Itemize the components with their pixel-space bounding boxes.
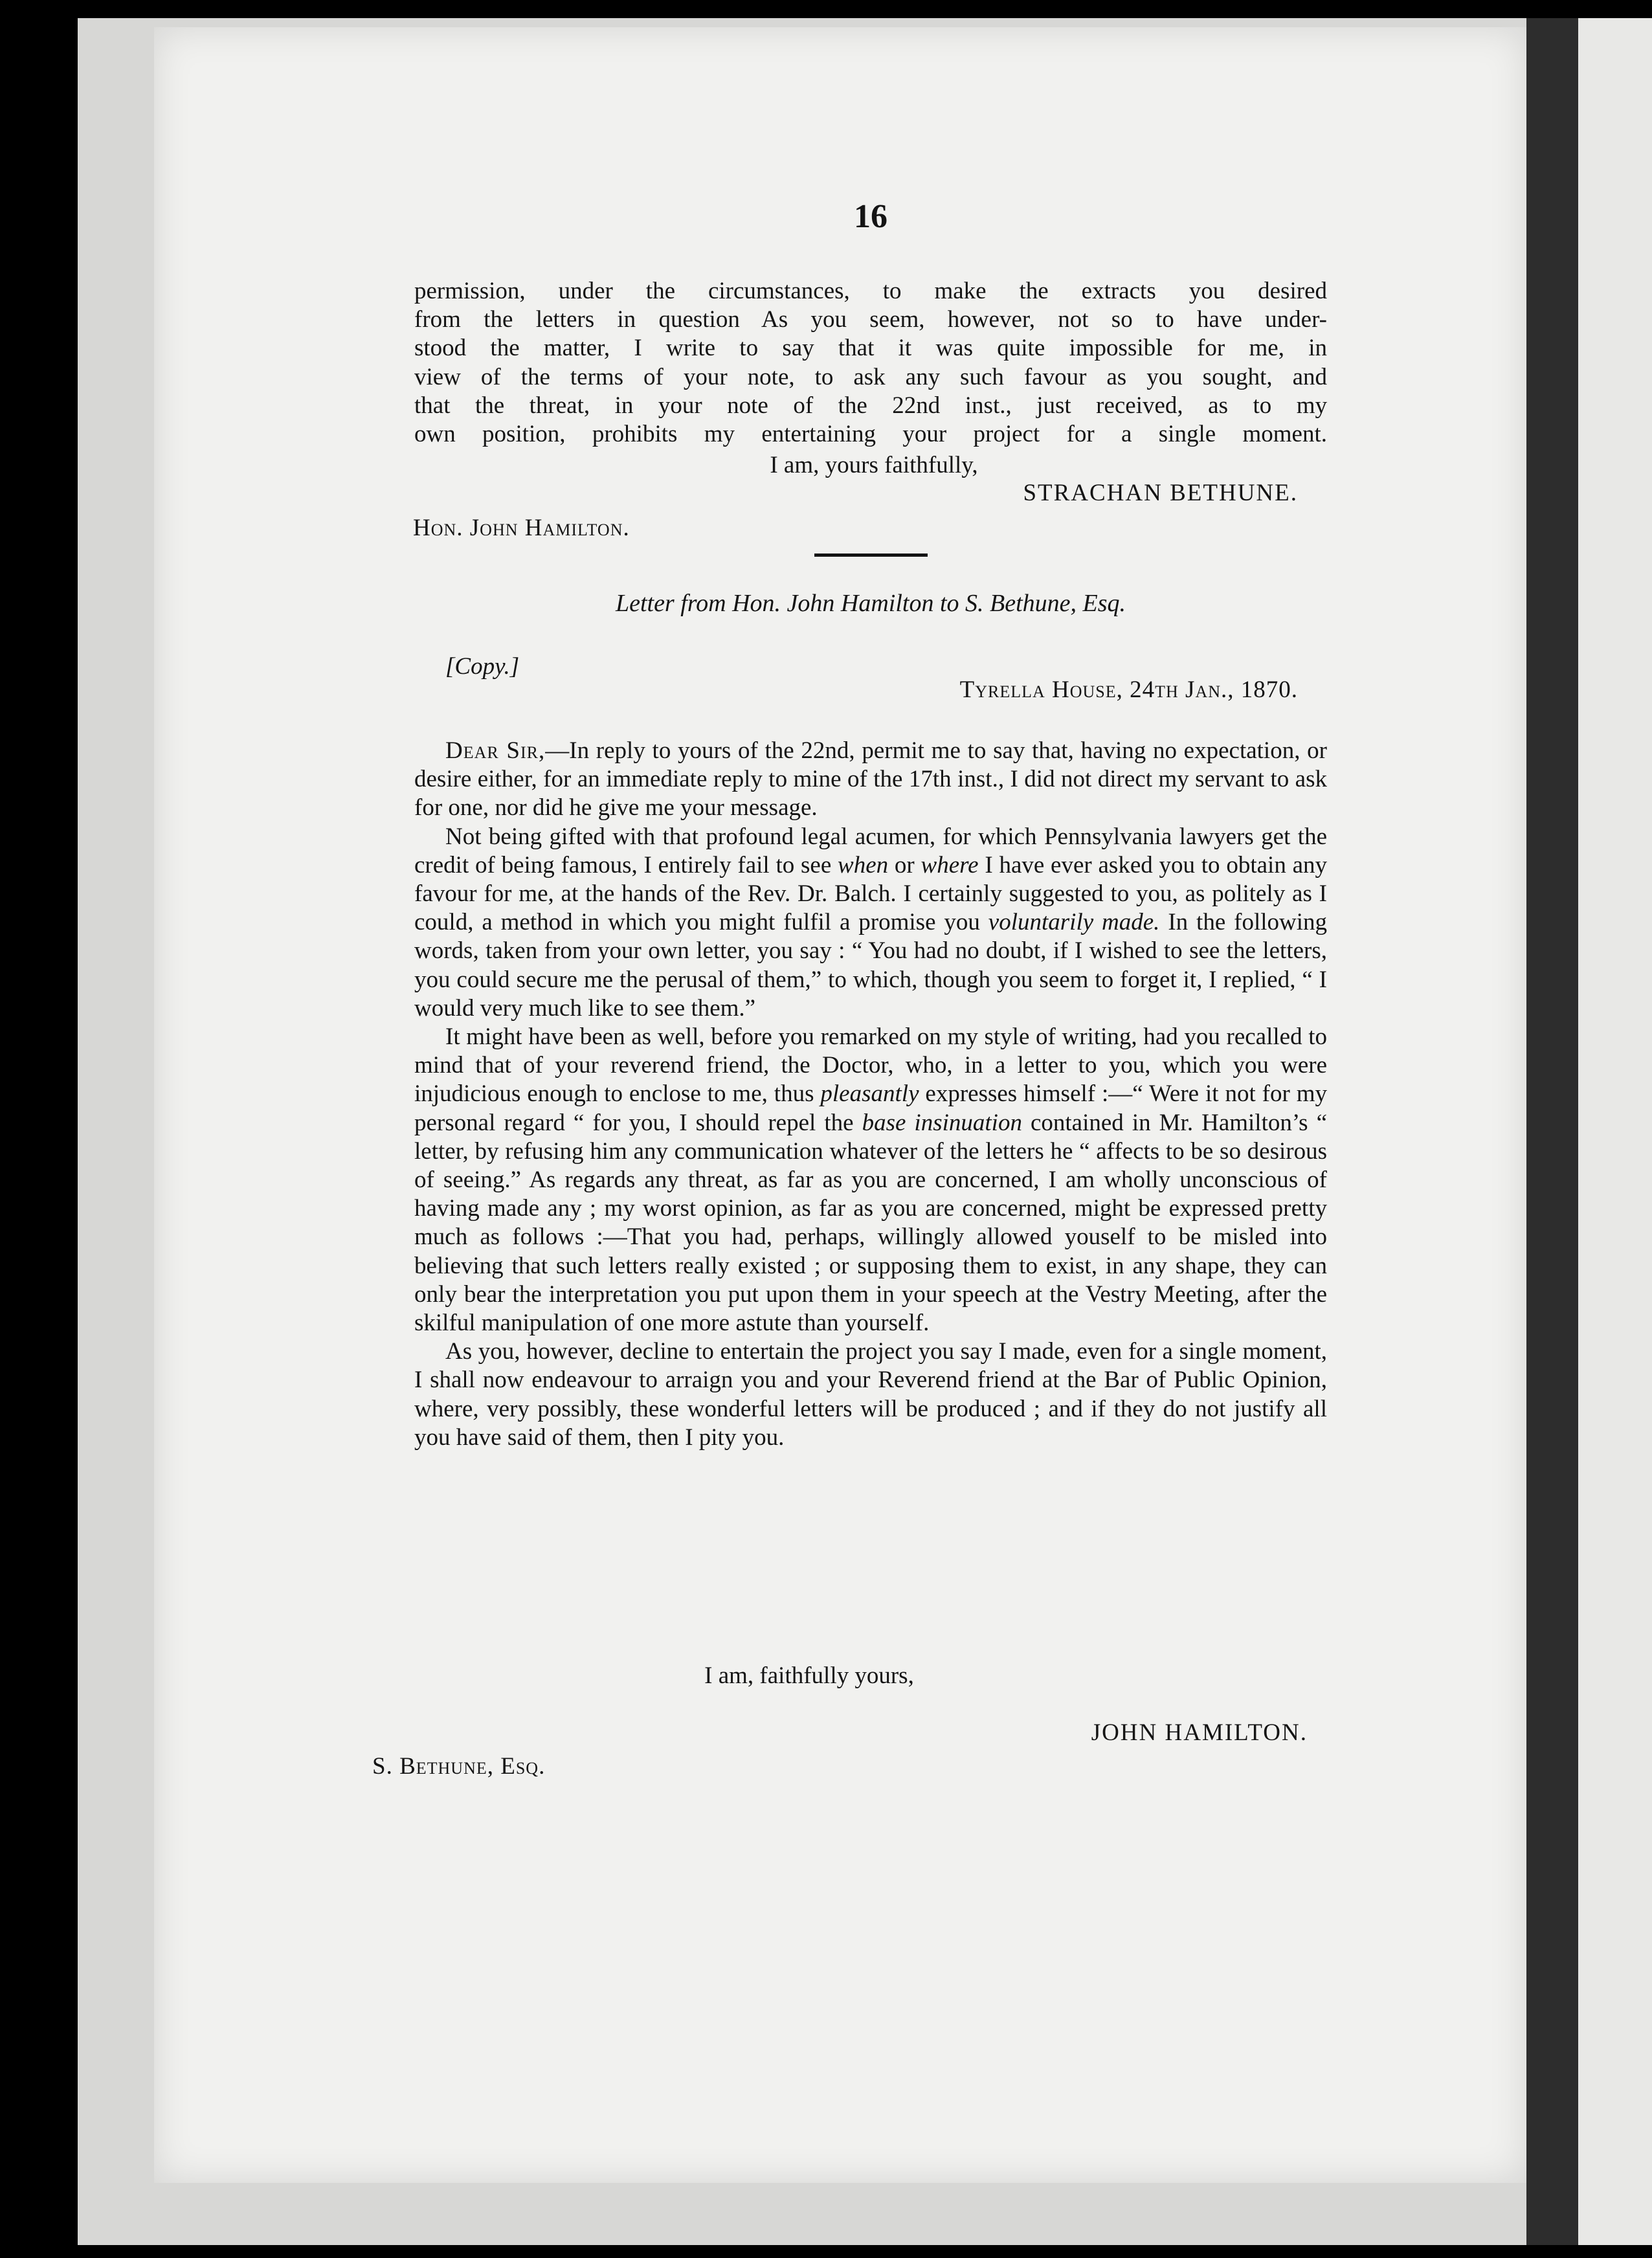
paragraph-2 (414, 823, 1327, 1023)
paragraph-3-text-a: It might have been as well, before you remarked on my style of writing, had you recalled to mind that of your reverend friend, the Doctor, who, in a letter to you, which you were injudicious enough to enclose to me, thus (414, 1023, 1327, 1108)
paragraph-2-text-c: I have ever asked you to obtain any favour for me, at the hands of the Rev. Dr. Balch. I certainly suggested to you, as politely as I could, a method in which you might fulfil a promise you (414, 851, 1328, 936)
salutation: Dear Sir, (445, 737, 546, 764)
copy-mark (445, 653, 519, 680)
page-number: 16 (854, 198, 887, 235)
first-letter-line: permission, under the circumstances, to make the extracts you desired (414, 278, 1327, 304)
emphasis-pleasantly: pleasantly (820, 1080, 919, 1108)
first-letter-line: view of the terms of your note, to ask any such favour as you sought, and (414, 363, 1327, 390)
letter-heading (414, 589, 1327, 618)
paragraph-4 (414, 1337, 1327, 1452)
paragraph-1-text: —In reply to yours of the 22nd, permit me to say that, having no expectation, or desire either, for an immediate reply to mine of the 17th inst., I did not direct my servant to ask for one, nor did he give me your message. (414, 737, 1327, 822)
second-letter-closing: I am, faithfully yours, (704, 1662, 914, 1689)
paragraph-2-text-b: or (888, 851, 921, 878)
second-letter-body (414, 737, 1327, 1452)
paragraph-3-text-c: contained in Mr. Hamilton’s “ letter, by refusing him any communication whatever of the letters he “ affects to be so desirous of seeing.” As regards any threat, as far as you are concerned, I am wholly unconscious of having made any ; my worst opinion, as far as you are concerned, might be expressed pretty much as follows :—That you had, perhaps, willingly allowed youself to be misled into believing that such letters really existed ; or supposing them to exist, in any shape, they can only bear the interpretation you put upon them in your speech at the Vestry Meeting, after the skilful manipulation of one more astute than yourself. (414, 1109, 1328, 1337)
first-letter-addressee: Hon. John Hamilton. (413, 515, 630, 541)
emphasis-voluntarily-made: voluntarily made. (988, 909, 1160, 936)
paragraph-1 (414, 737, 1327, 823)
section-divider (814, 553, 928, 557)
dateline: Tyrella House, 24th Jan., 1870. (959, 676, 1298, 703)
first-letter-line: from the letters in question As you seem, however, not so to have under- (414, 306, 1327, 333)
letter-heading-text: Letter from Hon. John Hamilton to S. Bethune, Esq. (615, 590, 1126, 617)
paragraph-4-text: As you, however, decline to entertain the project you say I made, even for a single moment, I shall now endeavour to arraign you and your Reverend friend at the Bar of Public Opinion, where, very possibly, these wonderful letters will be produced ; and if they do not justify all you have said of them, then I pity you. (414, 1338, 1327, 1451)
paragraph-2-text-a: Not being gifted with that profound legal acumen, for which Pennsylvania lawyers get the credit of being famous, I entirely fail to see (414, 823, 1327, 878)
adjacent-page-edge (1578, 18, 1652, 2245)
paragraph-3 (414, 1023, 1327, 1337)
first-letter-line: stood the matter, I write to say that it was quite impossible for me, in (414, 335, 1327, 362)
first-letter-closing: I am, yours faithfully, (770, 452, 978, 478)
second-letter-addressee: S. Bethune, Esq. (372, 1753, 546, 1780)
paragraph-3-text-b: expresses himself :—“ Were it not for my personal regard “ for you, I should repel the (414, 1080, 1327, 1136)
first-letter-line: that the threat, in your note of the 22nd inst., just received, as to my (414, 392, 1327, 419)
copy-mark-text: [Copy.] (445, 653, 520, 680)
first-letter-signature: STRACHAN BETHUNE. (1023, 480, 1298, 506)
paragraph-2-text-d: In the following words, taken from your own letter, you say : “ You had no doubt, if I wished to see the letters, you could secure me the perusal of them,” to which, though you seem to forget it, I replied, “ I would very much like to see them.” (414, 909, 1328, 1022)
first-letter-line: own position, prohibits my entertaining your project for a single moment. (414, 421, 1327, 448)
second-letter-signature: JOHN HAMILTON. (1091, 1719, 1308, 1746)
first-letter-body (414, 277, 1327, 449)
emphasis-where: where (921, 851, 979, 878)
emphasis-when: when (838, 851, 889, 878)
emphasis-base-insinuation: base insinuation (862, 1109, 1022, 1136)
binding-edge (1526, 18, 1578, 2245)
